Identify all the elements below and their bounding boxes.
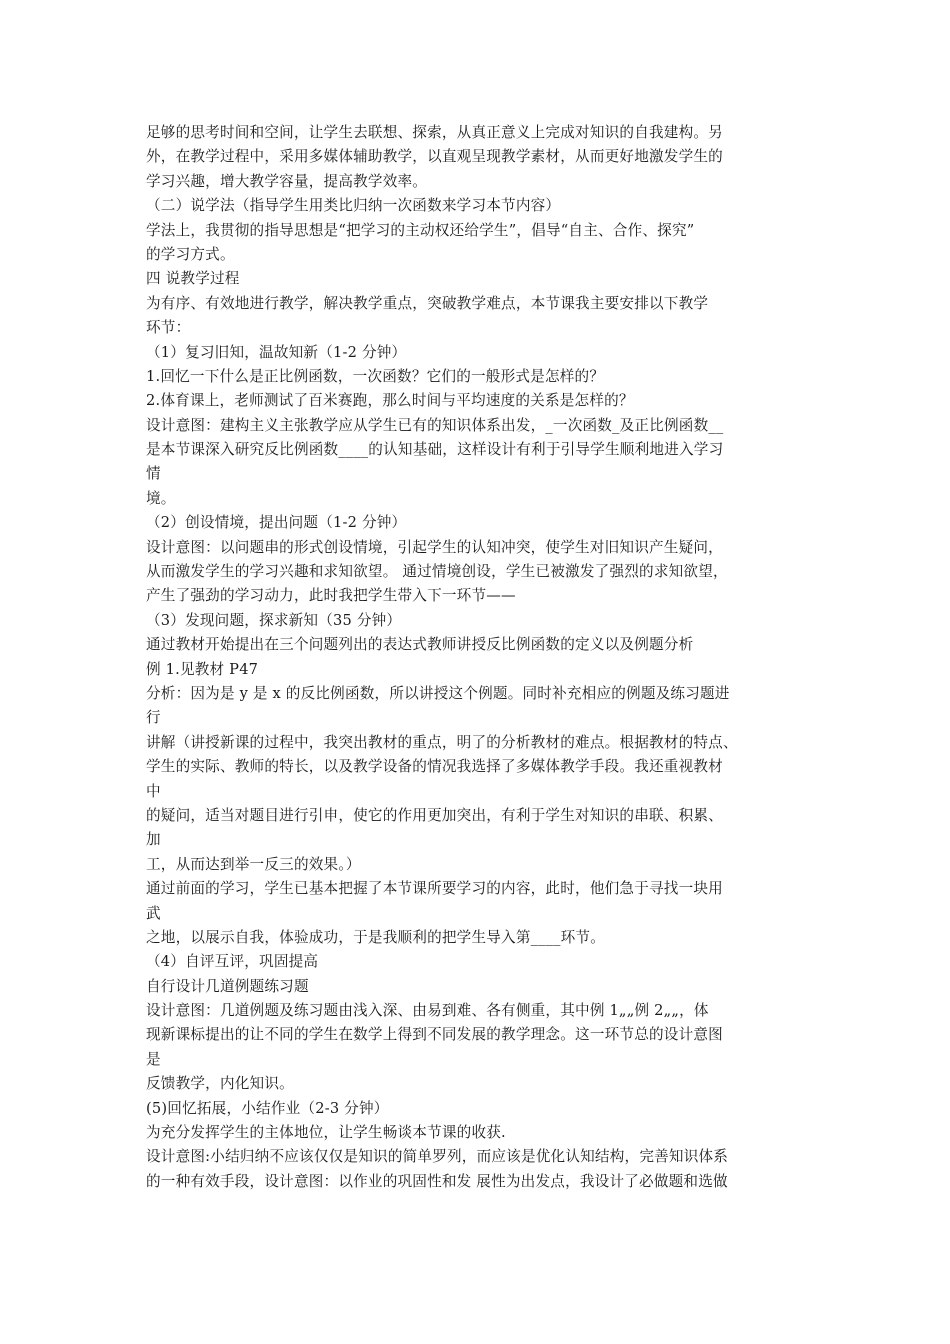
section-heading: 四 说教学过程	[146, 270, 240, 288]
subsection-heading: （3）发现问题，探求新知（35 分钟）	[146, 611, 402, 629]
text-line: 设计意图：几道例题及练习题由浅入深、由易到难、各有侧重，其中例 1„„例 2„„，体	[146, 1002, 709, 1020]
text-line: 设计意图：以问题串的形式创设情境，引起学生的认知冲突，使学生对旧知识产生疑问，	[146, 538, 723, 556]
text-line: 外，在教学过程中，采用多媒体辅助教学，以直观呈现教学素材，从而更好地激发学生的	[146, 148, 723, 166]
text-line: 足够的思考时间和空间，让学生去联想、探索，从真正意义上完成对知识的自我建构。另	[146, 124, 723, 141]
text-line: 情	[146, 465, 161, 483]
text-line: 中	[146, 782, 161, 800]
text-line: 工，从而达到举一反三的效果。）	[146, 855, 361, 873]
text-line: 1.回忆一下什么是正比例函数，一次函数？它们的一般形式是怎样的？	[146, 367, 605, 385]
text-line: 境。	[146, 489, 176, 507]
text-line: 设计意图:小结归纳不应该仅仅是知识的简单罗列，而应该是优化认知结构，完善知识体系	[146, 1148, 729, 1166]
text-line: 行	[146, 709, 161, 727]
text-line: 加	[146, 831, 161, 849]
text-line: 产生了强劲的学习动力，此时我把学生带入下一环节——	[146, 587, 516, 605]
text-line: 例 1.见教材 P47	[146, 660, 259, 678]
text-line: 学生的实际、教师的特长，以及教学设备的情况我选择了多媒体教学手段。我还重视教材	[146, 758, 723, 776]
section-heading: （二）说学法（指导学生用类比归纳一次函数来学习本节内容）	[146, 197, 561, 215]
text-line: 的学习方式。	[146, 245, 235, 263]
subsection-heading: （2）创设情境，提出问题（1-2 分钟）	[146, 514, 407, 532]
text-line: 学习兴趣，增大教学容量，提高教学效率。	[146, 172, 428, 190]
text-line: 从而激发学生的学习兴趣和求知欲望。 通过情境创设，学生已被激发了强烈的求知欲望，	[146, 563, 728, 581]
text-line: 的一种有效手段，设计意图：以作业的巩固性和发 展性为出发点，我设计了必做题和选做	[146, 1172, 728, 1190]
text-line: 设计意图：建构主义主张教学应从学生已有的知识体系出发，_一次函数_及正比例函数__	[146, 416, 724, 434]
text-line: 讲解（讲授新课的过程中，我突出教材的重点，明了的分析教材的难点。根据教材的特点、	[146, 733, 738, 751]
text-line: 环节：	[146, 319, 191, 337]
subsection-heading: （1）复习旧知，温故知新（1-2 分钟）	[146, 343, 407, 361]
text-line: 之地，以展示自我，体验成功，于是我顺利的把学生导入第____环节。	[146, 928, 606, 946]
text-line: 是本节课深入研究反比例函数____的认知基础，这样设计有利于引导学生顺利地进入学习	[146, 441, 724, 459]
text-line: 为充分发挥学生的主体地位，让学生畅谈本节课的收获.	[146, 1124, 506, 1142]
text-line: 的疑问，适当对题目进行引申，使它的作用更加突出，有利于学生对知识的串联、积累、	[146, 806, 723, 824]
subsection-heading: （4）自评互评，巩固提高	[146, 953, 319, 971]
text-line: 学法上，我贯彻的指导思想是“把学习的主动权还给学生”，倡导“自主、合作、探究”	[146, 221, 695, 239]
text-line: 武	[146, 904, 161, 922]
text-line: 反馈教学，内化知识。	[146, 1075, 294, 1093]
text-line: 2.体育课上，老师测试了百米赛跑，那么时间与平均速度的关系是怎样的？	[146, 392, 634, 410]
text-line: 是	[146, 1050, 161, 1068]
document-body	[146, 121, 816, 1194]
text-line: 通过教材开始提出在三个问题列出的表达式教师讲授反比例函数的定义以及例题分析	[146, 636, 694, 654]
text-line: 自行设计几道例题练习题	[146, 977, 309, 995]
text-line: 为有序、有效地进行教学，解决教学重点，突破教学难点，本节课我主要安排以下教学	[146, 294, 709, 312]
text-line: 现新课标提出的让不同的学生在数学上得到不同发展的教学理念。这一环节总的设计意图	[146, 1026, 723, 1044]
subsection-heading: (5)回忆拓展，小结作业（2-3 分钟）	[146, 1099, 389, 1117]
text-line: 通过前面的学习，学生已基本把握了本节课所要学习的内容，此时，他们急于寻找一块用	[146, 880, 723, 898]
text-line: 分析：因为是 y 是 x 的反比例函数，所以讲授这个例题。同时补充相应的例题及练习题进	[146, 684, 730, 702]
